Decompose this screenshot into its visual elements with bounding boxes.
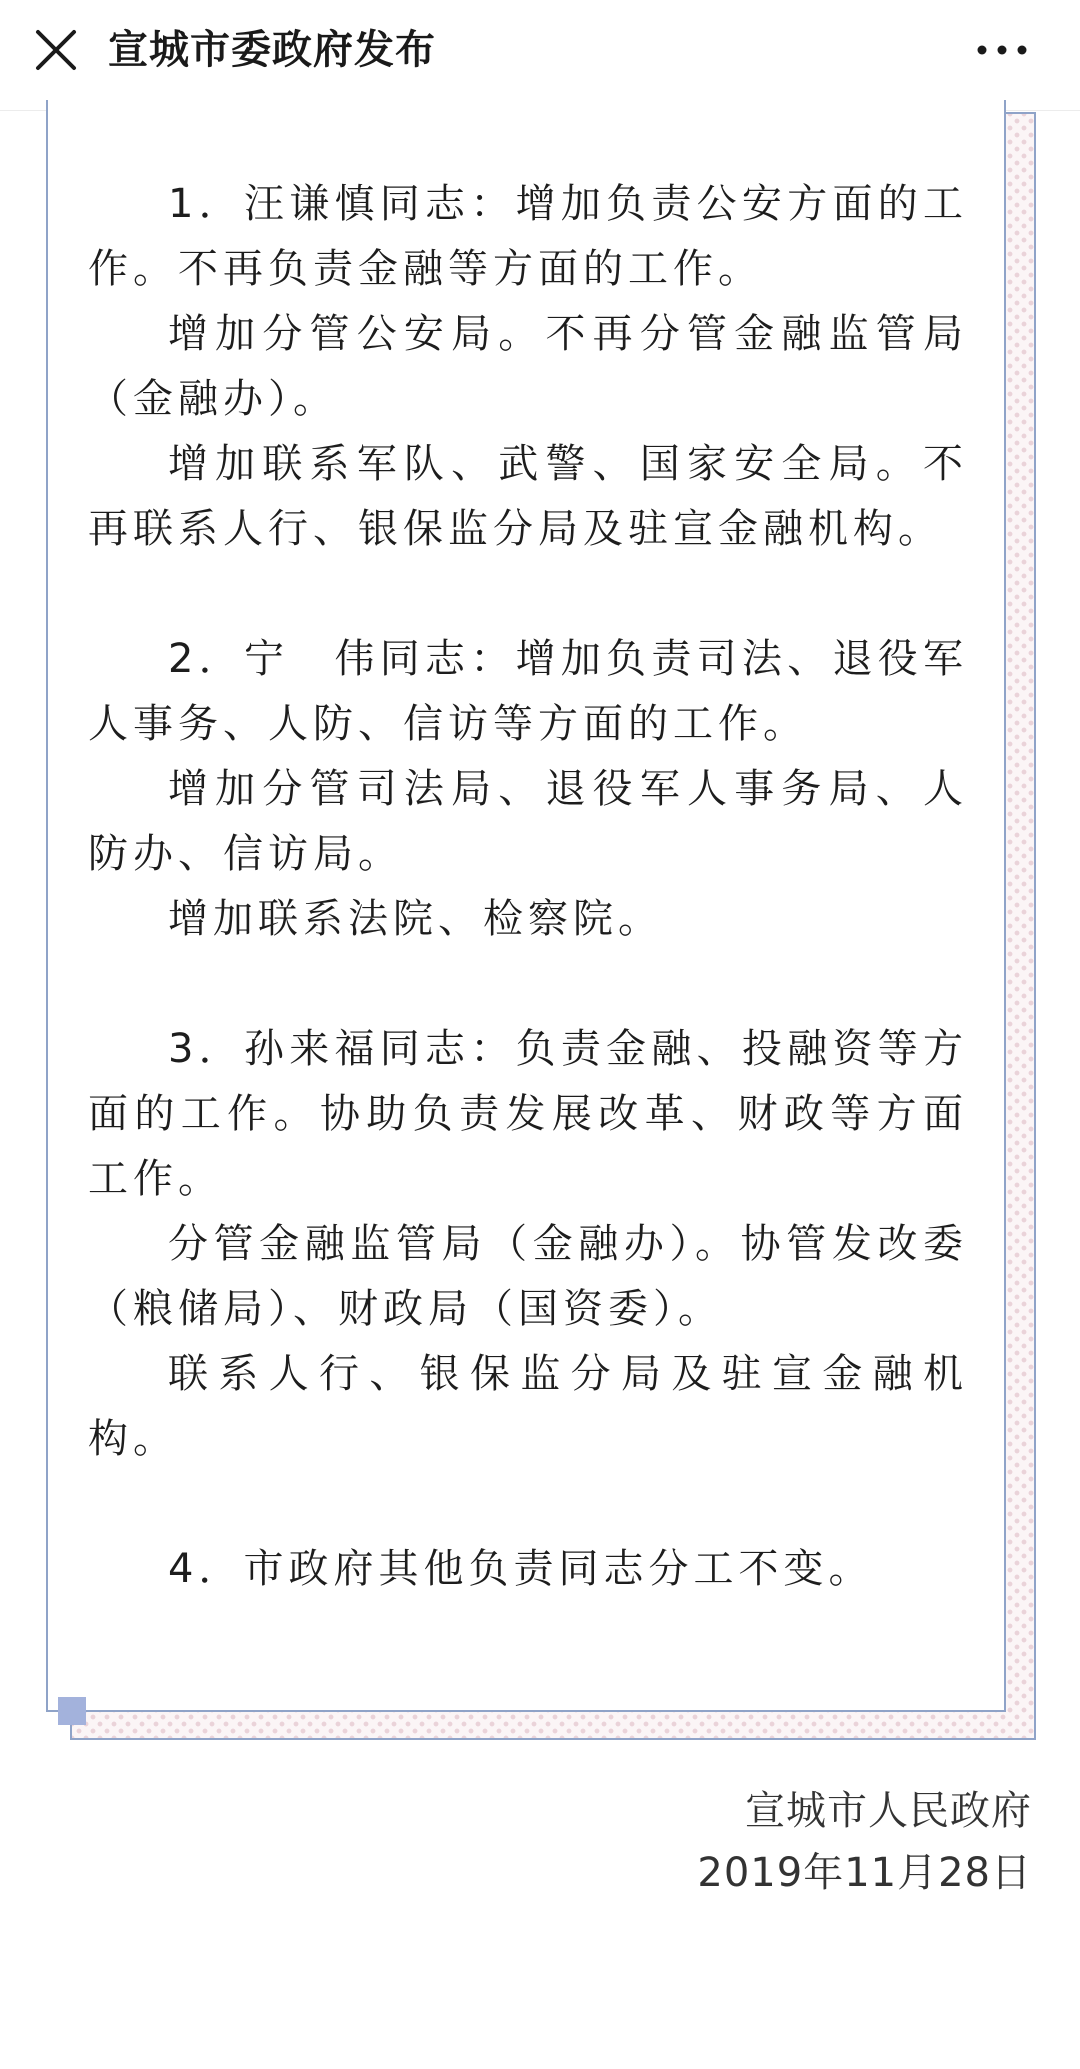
signature-date: 2019年11月28日 <box>697 1850 1032 1896</box>
section-paragraph: 3．孙来福同志：负责金融、投融资等方面的工作。协助负责发展改革、财政等方面工作。 <box>88 1026 968 1202</box>
section-paragraph: 2．宁 伟同志：增加负责司法、退役军人事务、人防、信访等方面的工作。 <box>88 636 968 747</box>
section-paragraph: 4．市政府其他负责同志分工不变。 <box>168 1546 874 1592</box>
section-2 <box>88 627 968 952</box>
article-body <box>88 172 968 1602</box>
close-icon[interactable] <box>28 22 84 78</box>
section-paragraph: 增加联系法院、检察院。 <box>168 896 663 942</box>
top-nav-bar <box>0 0 1080 111</box>
section-paragraph: 联系人行、银保监分局及驻宣金融机构。 <box>88 1351 968 1462</box>
section-spacer <box>88 952 968 1017</box>
signature-organization: 宣城市人民政府 <box>745 1788 1032 1834</box>
signature-block <box>697 1780 1032 1904</box>
section-paragraph: 1．汪谦慎同志：增加负责公安方面的工作。不再负责金融等方面的工作。 <box>88 181 968 292</box>
section-paragraph: 增加分管公安局。不再分管金融监管局（金融办）。 <box>88 311 968 422</box>
section-paragraph: 增加分管司法局、退役军人事务局、人防办、信访局。 <box>88 766 968 877</box>
section-spacer <box>88 562 968 627</box>
page-title: 宣城市委政府发布 <box>108 27 436 73</box>
section-paragraph: 增加联系军队、武警、国家安全局。不再联系人行、银保监分局及驻宣金融机构。 <box>88 441 968 552</box>
section-1 <box>88 172 968 562</box>
section-spacer <box>88 1472 968 1537</box>
section-4 <box>88 1537 968 1602</box>
section-3 <box>88 1017 968 1472</box>
frame-corner-decoration <box>58 1697 86 1725</box>
more-icon[interactable] <box>972 30 1032 70</box>
section-paragraph: 分管金融监管局（金融办）。协管发改委（粮储局）、财政局（国资委）。 <box>88 1221 968 1332</box>
